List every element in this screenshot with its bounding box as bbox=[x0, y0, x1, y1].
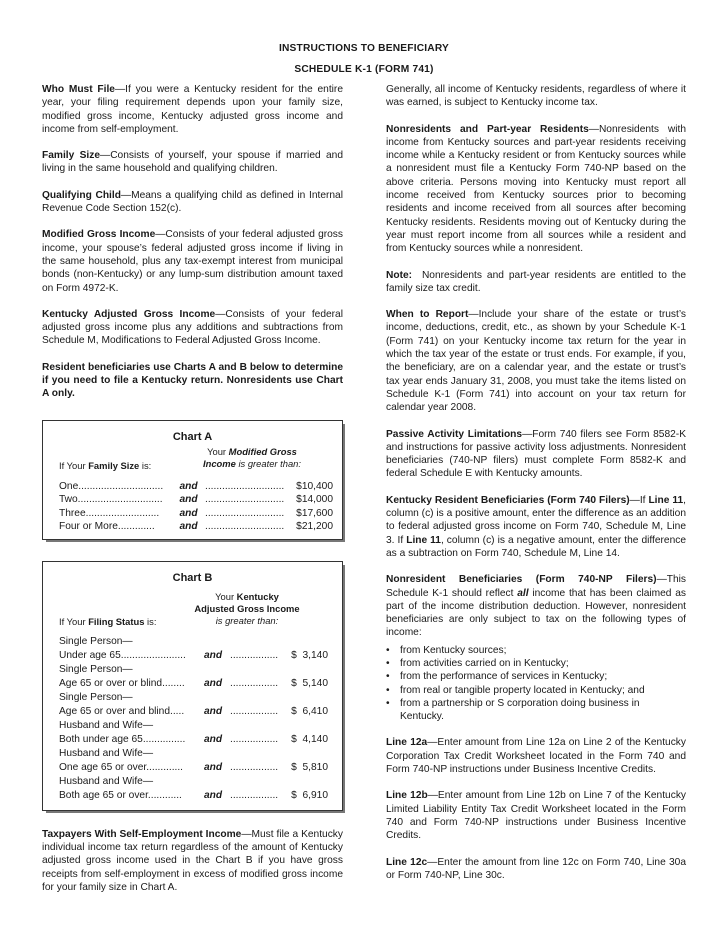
when-to-report-paragraph bbox=[386, 308, 686, 414]
family-size-term: Family Size bbox=[42, 150, 101, 162]
chart-b-row-amount: $ 6,910 bbox=[291, 789, 328, 801]
who-must-file-term: Who Must File bbox=[42, 84, 115, 95]
income-type-item: • from Kentucky sources; bbox=[400, 644, 686, 657]
line12a-term: Line 12a bbox=[386, 737, 428, 749]
self-employment-text: —Must file a Kentucky individual income tax return regardless of the amount of Kentucky adjusted gross income used in the Chart B if you have gross receipts from self-employment in excess of modified gross income for your family size in Chart A. bbox=[42, 828, 343, 893]
nonresidents-term: Nonresidents and Part-year Residents bbox=[386, 123, 589, 135]
chart-b-headers bbox=[43, 591, 342, 631]
nonresidents-text: —Nonresidents with income from Kentucky sources and part-year residents receiving income while a Kentucky resident or from Kentucky sources while a nonresident must file a Kentucky Form 740-NP based on the above criteria. Persons moving into Kentucky must report all income received from Kentucky sources prior to becoming residents and income received from all sources after becoming Kentucky residents. Residents moving out of Kentucky during the year must report income from all sources while a resident and from Kentucky sources while a nonresident. bbox=[386, 123, 686, 255]
ky-resident-term: Kentucky Resident Beneficiaries (Form 740 Filers) bbox=[386, 494, 630, 506]
generally-paragraph: Generally, all income of Kentucky residents, regardless of where it was earned, is subject to Kentucky income tax. bbox=[386, 84, 686, 109]
line12c-paragraph bbox=[386, 856, 686, 883]
chart-b-group-label: Single Person— bbox=[59, 691, 133, 703]
chart-b-row-dots: ................. bbox=[230, 677, 279, 689]
nonresident-ben-paragraph bbox=[386, 573, 686, 639]
chart-b-rh-line2: Adjusted Gross Income bbox=[194, 602, 300, 614]
chart-a-headers bbox=[43, 446, 342, 474]
kentucky-agi-paragraph bbox=[42, 308, 343, 348]
chart-b-group-label: Single Person— bbox=[59, 663, 133, 675]
chart-b-lh-bold: Filing Status bbox=[88, 615, 145, 627]
page-subtitle: SCHEDULE K-1 (FORM 741) bbox=[294, 64, 434, 75]
self-employment-paragraph bbox=[42, 828, 343, 894]
chart-b-row-label: Both age 65 or over............ bbox=[59, 789, 182, 801]
line12c-term: Line 12c bbox=[386, 856, 428, 868]
passive-text: —Form 740 filers see Form 8582-K and instructions for passive activity loss adjustments. Nonresident beneficiaries (740-NP filers) must complete Form 8582-K and federal Schedule E with Kentucky amounts. bbox=[386, 428, 686, 480]
chart-b-box bbox=[42, 561, 343, 811]
chart-a-lh-bold: Family Size bbox=[88, 459, 140, 471]
self-employment-term: Taxpayers With Self-Employment Income bbox=[42, 828, 242, 840]
chart-a-row bbox=[43, 480, 342, 493]
chart-b-row-and: and bbox=[203, 761, 223, 773]
chart-b-row bbox=[43, 761, 342, 775]
line12a-text: —Enter amount from Line 12a on Line 2 of the Kentucky Corporation Tax Credit Worksheet located in the Form 740 and Form 740-NP instructions under Business Incentive Credits. bbox=[386, 737, 686, 776]
line12b-text: —Enter amount from Line 12b on Line 7 of the Kentucky Limited Liability Entity Tax Credit Worksheet located in the Form 740 and Form 740-NP instructions under Business Incentive Credits. bbox=[386, 790, 687, 842]
ky-resident-paragraph bbox=[386, 494, 686, 560]
chart-b-row-amount: $ 5,140 bbox=[291, 677, 328, 689]
chart-a-row-dots: ............................ bbox=[205, 494, 285, 506]
chart-a-lh-post: is: bbox=[139, 459, 152, 471]
when-to-report-term: When to Report bbox=[386, 309, 469, 321]
chart-b-title: Chart B bbox=[172, 571, 213, 584]
chart-a-rh-post: is greater than: bbox=[235, 457, 301, 469]
income-type-item: • from the performance of services in Kentucky; bbox=[400, 670, 686, 683]
chart-a-row-amount: $14,000 bbox=[296, 494, 333, 506]
chart-b-row-dots: ................. bbox=[230, 733, 279, 745]
resident-note: Resident beneficiaries use Charts A and B below to determine if you need to file a Kentucky return. Nonresidents use Chart A only. bbox=[42, 361, 343, 400]
chart-a-row bbox=[43, 507, 342, 520]
chart-b-rh-bold: Kentucky bbox=[236, 590, 279, 602]
chart-a-right-header bbox=[197, 446, 307, 470]
chart-b-row bbox=[43, 733, 342, 747]
chart-a-row-dots: ............................ bbox=[205, 520, 285, 532]
chart-b-group-label: Single Person— bbox=[59, 635, 133, 647]
ky-resident-line11a: Line 11 bbox=[648, 494, 684, 506]
when-to-report-text: —Include your share of the estate or trust’s income, deductions, credit, etc., as shown by your Schedule K-1 (Form 741) on your Kentucky income tax return for the year in which the tax year of the estate or trust ends. For example, if you, the beneficiary, are on a calendar year, and the estate or trust’s tax year ends January 31, 2008, you must take the items listed on Schedule K-1 (Form 741) into account on your tax return for calendar year 2008. bbox=[386, 309, 686, 414]
chart-b-row bbox=[43, 789, 342, 803]
chart-b-row-dots: ................. bbox=[230, 649, 279, 661]
chart-a-rh-em: Modified Gross bbox=[228, 445, 297, 457]
chart-a-row-amount: $10,400 bbox=[296, 480, 333, 492]
chart-b-rh-pre: Your bbox=[215, 590, 237, 602]
ky-resident-text3: , column (c) is a negative amount, enter the difference as a subtraction on Form 740, Schedule M, Line 14. bbox=[386, 534, 686, 559]
chart-a-row-label: Four or More............. bbox=[59, 520, 155, 532]
chart-b-row bbox=[43, 705, 342, 719]
chart-b-row-label: Age 65 or over or blind........ bbox=[59, 677, 185, 689]
chart-b-row bbox=[43, 649, 342, 663]
chart-a-row-label: Three.......................... bbox=[59, 507, 160, 519]
chart-a-rows bbox=[43, 480, 342, 533]
chart-b bbox=[42, 561, 346, 814]
chart-a-row-dots: ............................ bbox=[205, 507, 285, 519]
chart-b-row-and: and bbox=[203, 677, 223, 689]
nonresident-ben-all: all bbox=[517, 587, 529, 599]
chart-a-row-label: Two.............................. bbox=[59, 494, 163, 506]
chart-b-rh-line3: is greater than: bbox=[215, 614, 279, 626]
chart-a-row bbox=[43, 493, 342, 506]
chart-b-group-label: Husband and Wife— bbox=[59, 719, 154, 731]
chart-b-rows bbox=[43, 635, 342, 803]
left-column bbox=[42, 83, 343, 907]
chart-a-row-and: and bbox=[179, 520, 198, 532]
line12b-term: Line 12b bbox=[386, 790, 428, 802]
chart-a-left-header bbox=[59, 459, 151, 472]
chart-a-lh-pre: If Your bbox=[59, 459, 89, 471]
chart-b-row-dots: ................. bbox=[230, 761, 279, 773]
line12c-text: —Enter the amount from line 12c on Form 740, Line 30a or Form 740-NP, Line 30c. bbox=[386, 856, 686, 881]
chart-b-left-header bbox=[59, 615, 156, 628]
chart-b-row-and: and bbox=[203, 789, 223, 801]
modified-gross-paragraph bbox=[42, 228, 343, 294]
chart-b-row-label: Under age 65....................... bbox=[59, 649, 186, 661]
passive-paragraph bbox=[386, 428, 686, 481]
chart-b-row-and: and bbox=[203, 733, 223, 745]
qualifying-child-paragraph bbox=[42, 189, 343, 216]
chart-b-row-amount: $ 6,410 bbox=[291, 705, 328, 717]
qualifying-child-term: Qualifying Child bbox=[42, 189, 121, 201]
chart-b-group-label: Husband and Wife— bbox=[59, 775, 154, 787]
ky-resident-text1: —If bbox=[629, 494, 649, 506]
page-title: INSTRUCTIONS TO BENEFICIARY bbox=[278, 43, 450, 54]
chart-a bbox=[42, 420, 346, 543]
chart-b-group-label: Husband and Wife— bbox=[59, 747, 154, 759]
ky-resident-text2: , column (c) is a positive amount, enter the difference as an addition to federal adjusted gross income on Form 740, Schedule M, Line 3. If bbox=[386, 494, 686, 546]
income-type-item: • from activities carried on in Kentucky; bbox=[400, 657, 686, 670]
chart-b-row-dots: ................. bbox=[230, 789, 279, 801]
chart-b-lh-pre: If Your bbox=[59, 615, 89, 627]
nonresident-ben-text1: —This Schedule K-1 should reflect bbox=[386, 574, 686, 599]
chart-b-lh-post: is: bbox=[144, 615, 157, 627]
chart-a-rh-pre: Your bbox=[207, 445, 229, 457]
who-must-file-paragraph bbox=[42, 83, 343, 136]
chart-a-row-and: and bbox=[179, 494, 198, 506]
income-type-item: • from a partnership or S corporation doing business in Kentucky. bbox=[400, 697, 686, 724]
chart-b-row-label: Age 65 or over and blind..... bbox=[59, 705, 185, 717]
chart-a-row-dots: ............................ bbox=[205, 480, 285, 492]
line12a-paragraph bbox=[386, 736, 686, 776]
kentucky-agi-text: —Consists of your federal adjusted gross income plus any additions and subtractions from Schedule M, Modifications to Federal Adjusted Gross Income. bbox=[42, 308, 343, 347]
passive-term: Passive Activity Limitations bbox=[386, 428, 523, 440]
chart-b-row-dots: ................. bbox=[230, 705, 279, 717]
chart-b-row-amount: $ 3,140 bbox=[291, 649, 328, 661]
chart-a-row-amount: $17,600 bbox=[296, 507, 333, 519]
chart-a-row-amount: $21,200 bbox=[296, 520, 333, 532]
note-term: Note: bbox=[386, 269, 413, 281]
who-must-file-text: —If you were a Kentucky resident for the entire year, your filing requirement depends upon your family size, modified gross income, Kentucky adjusted gross income and income from self-employment. bbox=[42, 84, 343, 135]
chart-a-row-label: One.............................. bbox=[59, 480, 164, 492]
chart-b-row-amount: $ 4,140 bbox=[291, 733, 328, 745]
income-types-list bbox=[386, 644, 686, 724]
family-size-paragraph bbox=[42, 149, 343, 176]
modified-gross-term: Modified Gross Income bbox=[42, 229, 156, 241]
chart-b-row bbox=[43, 677, 342, 691]
chart-a-row-and: and bbox=[179, 507, 198, 519]
chart-b-row-and: and bbox=[203, 705, 223, 717]
chart-a-rh-em2: Income bbox=[203, 457, 236, 469]
note-paragraph bbox=[386, 269, 689, 296]
nonresident-ben-text2: income that has been claimed as part of the income distribution deduction. However, nonresident beneficiaries are only subject to tax on the following types of income: bbox=[386, 587, 686, 639]
line12b-paragraph bbox=[386, 789, 686, 842]
chart-b-right-header bbox=[188, 591, 306, 627]
chart-b-row-label: Both under age 65............... bbox=[59, 733, 186, 745]
chart-a-row bbox=[43, 520, 342, 533]
chart-b-row-label: One age 65 or over............. bbox=[59, 761, 184, 773]
right-column bbox=[386, 83, 689, 895]
income-type-item: • from real or tangible property located in Kentucky; and bbox=[400, 684, 686, 697]
ky-resident-line11b: Line 11 bbox=[406, 534, 441, 546]
chart-b-row-amount: $ 5,810 bbox=[291, 761, 328, 773]
family-size-text: —Consists of yourself, your spouse if married and living in the same household and qualifying children. bbox=[42, 150, 343, 175]
chart-a-row-and: and bbox=[179, 480, 198, 492]
modified-gross-text: —Consists of your federal adjusted gross income, your spouse’s federal adjusted gross income if living in the same household, plus any tax-exempt interest from municipal bonds (non-Kentucky) or any lump-sum distribution amount taxed on Form 4972-K. bbox=[42, 229, 343, 294]
chart-b-row-and: and bbox=[203, 649, 223, 661]
chart-a-title: Chart A bbox=[172, 430, 213, 443]
qualifying-child-text: —Means a qualifying child as defined in Internal Revenue Code Section 152(c). bbox=[42, 189, 343, 215]
note-text: Nonresidents and part-year residents are entitled to the family size tax credit. bbox=[386, 269, 689, 294]
chart-a-box bbox=[42, 420, 343, 540]
kentucky-agi-term: Kentucky Adjusted Gross Income bbox=[42, 308, 216, 320]
nonresidents-paragraph bbox=[386, 123, 686, 256]
nonresident-ben-term: Nonresident Beneficiaries (Form 740-NP Filers) bbox=[386, 574, 657, 586]
